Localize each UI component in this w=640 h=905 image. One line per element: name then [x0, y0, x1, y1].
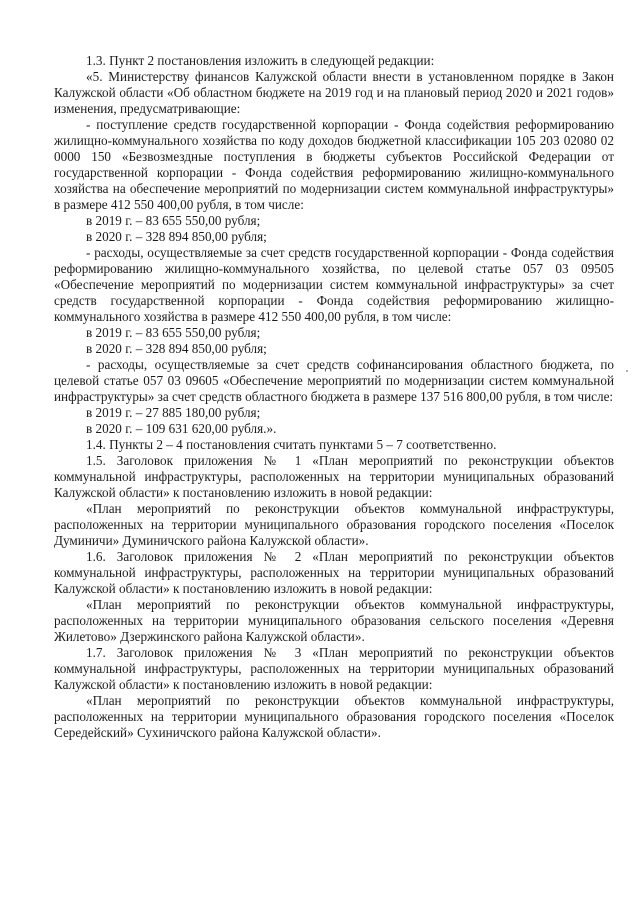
item-1-6-paragraph: 1.6. Заголовок приложения № 2 «План мероприятий по реконструкции объектов коммунальной инфраструктуры, расположенных на территории муниципальных образований Калужской области» к постановлению изложить в новой редакции: [54, 549, 614, 596]
scan-speck [626, 370, 628, 372]
income-fund-paragraph: - поступление средств государственной корпорации - Фонда содействия реформированию жилищно-коммунального хозяйства по коду доходов бюджетной классификации 105 203 02080 02 0000 150 «Безвозмездные поступления в бюджеты субъектов Российской Федерации от государственной корпорации - Фонда содействия реформированию жилищно-коммунального хозяйства на обеспечение мероприятий по модернизации систем коммунальной инфраструктуры» в размере 412 550 400,00 рубля, в том числе: [54, 117, 614, 212]
appendix-3-new-title: «План мероприятий по реконструкции объектов коммунальной инфраструктуры, расположенных на территории муниципального образования городского поселения «Поселок Середейский» Сухиничского района Калужской области». [54, 693, 614, 740]
expense-fund-2019-amount: в 2019 г. – 83 655 550,00 рубля; [86, 325, 261, 340]
clause-5-intro: «5. Министерству финансов Калужской области внести в установленном порядке в Закон Калужской области «Об областном бюджете на 2019 год и на плановый период 2020 и 2021 годов» изменения, предусматривающие: [54, 69, 614, 116]
appendix-2-new-title: «План мероприятий по реконструкции объектов коммунальной инфраструктуры, расположенных на территории муниципального образования сельского поселения «Деревня Жилетово» Дзержинского района Калужской области». [54, 597, 614, 644]
appendix-1-new-title: «План мероприятий по реконструкции объектов коммунальной инфраструктуры, расположенных на территории муниципального образования городского поселения «Поселок Думиничи» Думиничского района Калужской области». [54, 501, 614, 548]
income-2020-amount: в 2020 г. – 328 894 850,00 рубля; [86, 229, 267, 244]
item-1-5-paragraph: 1.5. Заголовок приложения № 1 «План мероприятий по реконструкции объектов коммунальной инфраструктуры, расположенных на территории муниципальных образований Калужской области» к постановлению изложить в новой редакции: [54, 453, 614, 500]
expense-fund-paragraph: - расходы, осуществляемые за счет средств государственной корпорации - Фонда содействия реформированию жилищно-коммунального хозяйства, по целевой статье 057 03 09505 «Обеспечение мероприятий по модернизации систем коммунальной инфраструктуры» за счет средств государственной корпорации - Фонда содействия реформированию жилищно-коммунального хозяйства в размере 412 550 400,00 рубля, в том числе: [54, 245, 614, 324]
expense-fund-2020-amount: в 2020 г. – 328 894 850,00 рубля; [86, 341, 267, 356]
item-1-7-paragraph: 1.7. Заголовок приложения № 3 «План мероприятий по реконструкции объектов коммунальной инфраструктуры, расположенных на территории муниципальных образований Калужской области» к постановлению изложить в новой редакции: [54, 645, 614, 692]
item-1-3-heading: 1.3. Пункт 2 постановления изложить в следующей редакции: [86, 53, 435, 68]
expense-regional-paragraph: - расходы, осуществляемые за счет средств софинансирования областного бюджета, по целевой статье 057 03 09605 «Обеспечение мероприятий по модернизации систем коммунальной инфраструктуры» за счет средств областного бюджета в размере 137 516 800,00 рубля, в том числе: [54, 357, 614, 404]
item-1-4-paragraph: 1.4. Пункты 2 – 4 постановления считать пунктами 5 – 7 соответственно. [86, 437, 497, 452]
expense-regional-2019-amount: в 2019 г. – 27 885 180,00 рубля; [86, 405, 261, 420]
income-2019-amount: в 2019 г. – 83 655 550,00 рубля; [86, 213, 261, 228]
expense-regional-2020-amount: в 2020 г. – 109 631 620,00 рубля.». [86, 421, 277, 436]
